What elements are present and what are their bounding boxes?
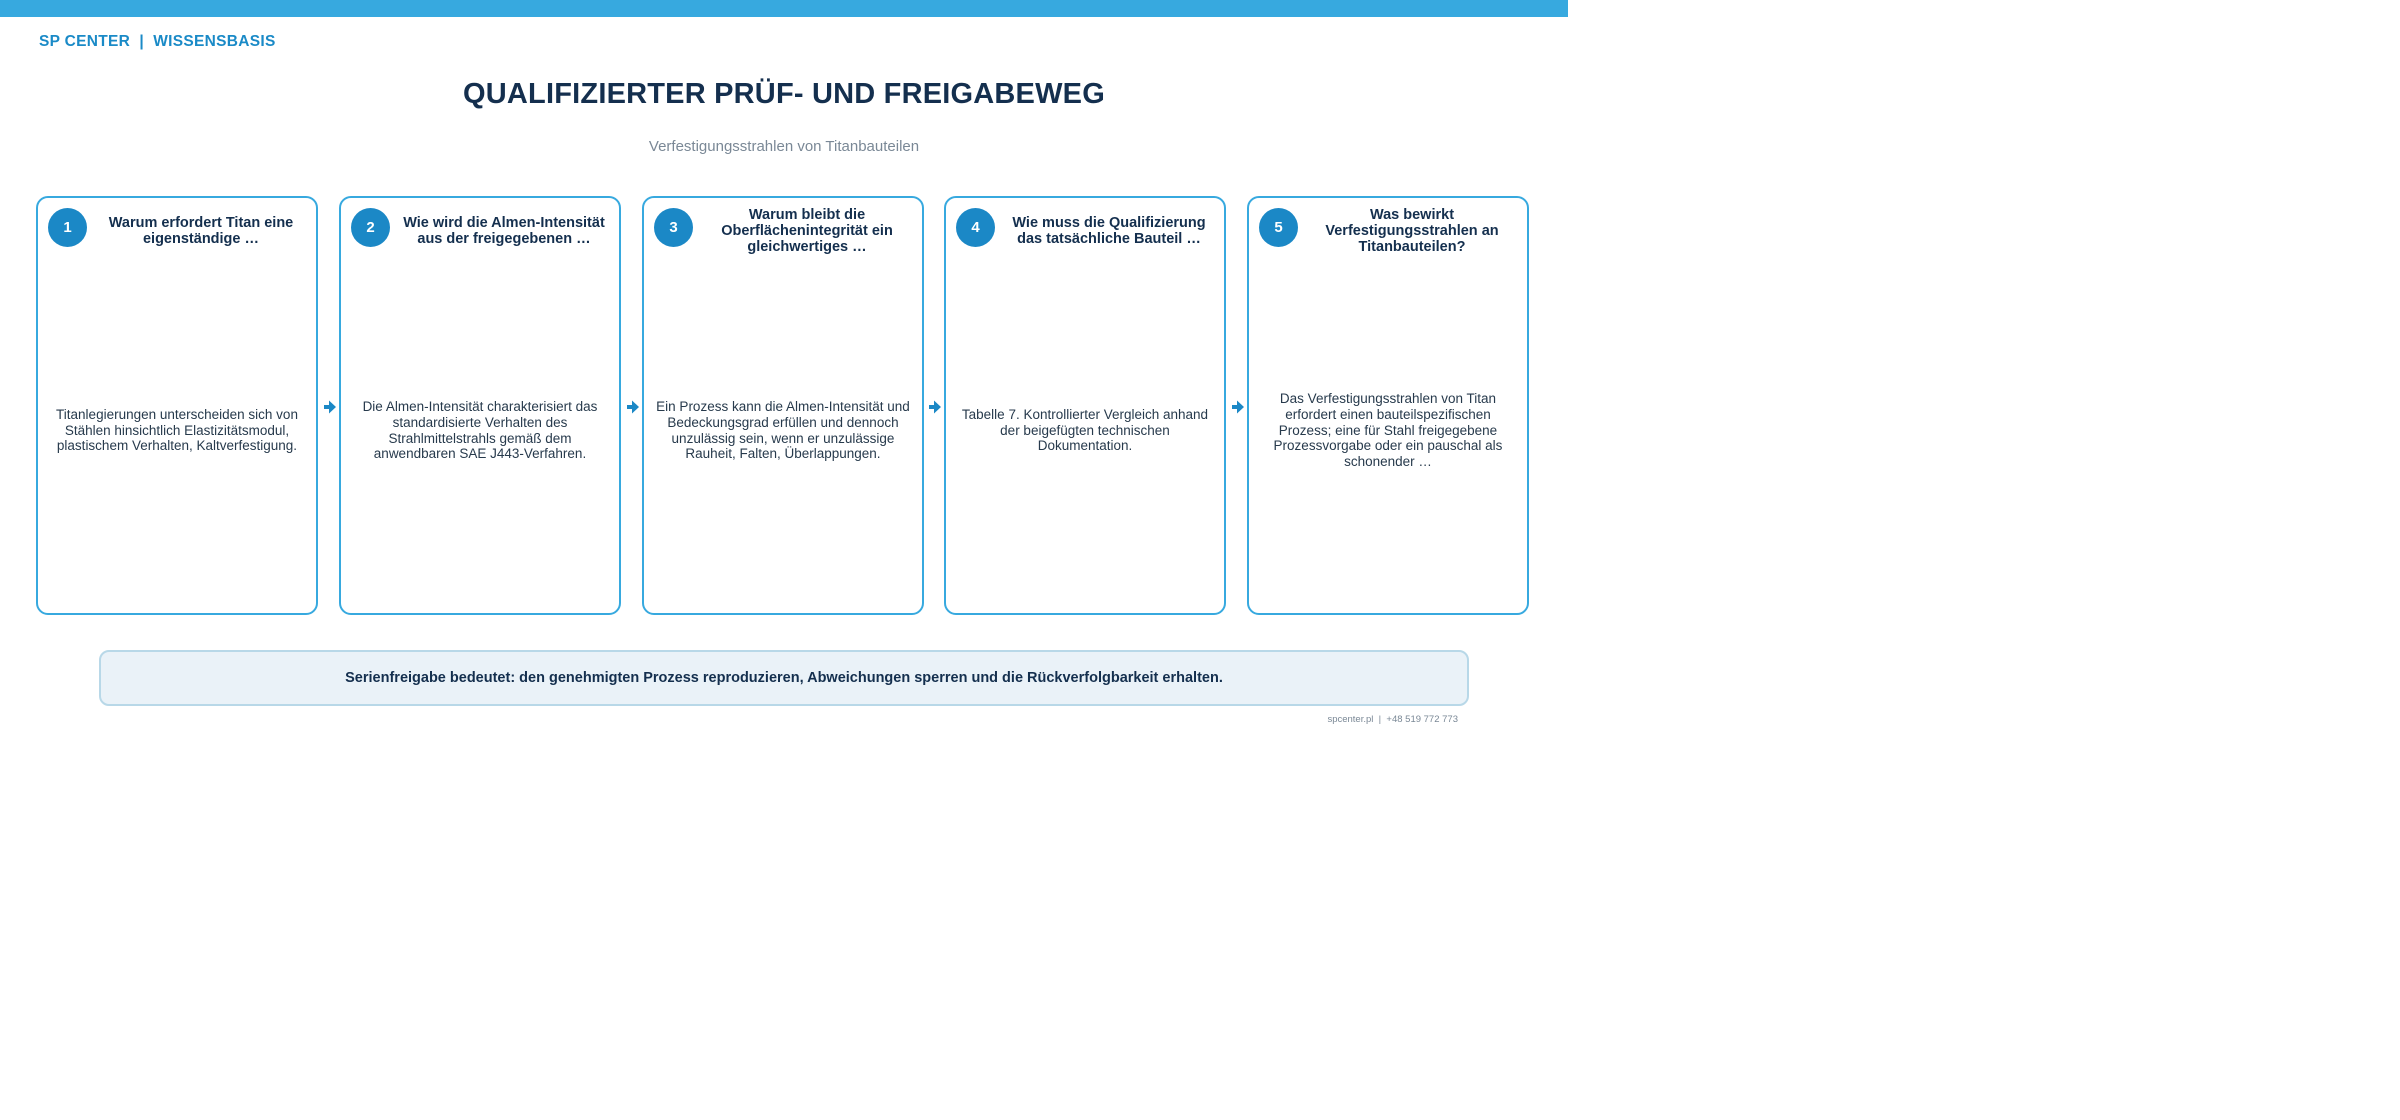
brand-header: SP CENTER | WISSENSBASIS: [39, 33, 276, 50]
page-title: QUALIFIZIERTER PRÜF- UND FREIGABEWEG: [463, 78, 1105, 110]
step-description: Titanlegierungen unterscheiden sich von Stählen hinsichtlich Elastizitätsmodul, plastischem Verhalten, Kaltverfestigung.: [56, 406, 298, 454]
step-description: Tabelle 7. Kontrollierter Vergleich anhand der beigefügten technischen Dokumentation.: [961, 406, 1209, 454]
step-title: Wie wird die Almen-Intensität aus der freigegebenen …: [403, 215, 605, 247]
step-number-badge: 5: [1259, 208, 1298, 247]
arrow-right-icon: [323, 399, 337, 415]
arrow-right-icon: [928, 399, 942, 415]
step-description: Ein Prozess kann die Almen-Intensität und Bedeckungsgrad erfüllen und dennoch unzulässig sein, wenn er unzulässige Rauheit, Falten, Überlappungen.: [656, 398, 910, 462]
summary-text: Serienfreigabe bedeutet: den genehmigten Prozess reproduzieren, Abweichungen sperren und die Rückverfolgbarkeit erhalten.: [345, 670, 1223, 686]
arrow-right-icon: [626, 399, 640, 415]
step-card-1: [36, 196, 318, 615]
step-title: Wie muss die Qualifizierung das tatsächliche Bauteil …: [1012, 215, 1206, 247]
step-card-2: [339, 196, 621, 615]
step-number-badge: 4: [956, 208, 995, 247]
step-description: Die Almen-Intensität charakterisiert das standardisierte Verhalten des Strahlmittelstrahls gemäß dem anwendbaren SAE J443-Verfahren.: [362, 398, 598, 462]
step-number-badge: 3: [654, 208, 693, 247]
step-number-badge: 2: [351, 208, 390, 247]
step-card-4: [944, 196, 1226, 615]
step-number-badge: 1: [48, 208, 87, 247]
summary-banner: [99, 650, 1469, 706]
step-card-3: [642, 196, 924, 615]
step-card-5: [1247, 196, 1529, 615]
step-description: Das Verfestigungsstrahlen von Titan erfordert einen bauteilspezifischen Prozess; eine für Stahl freigegebene Prozessvorgabe oder ein pauschal als schonender …: [1273, 391, 1503, 470]
step-title: Warum erfordert Titan eine eigenständige …: [108, 215, 294, 247]
arrow-right-icon: [1231, 399, 1245, 415]
footer-contact: spcenter.pl | +48 519 772 773: [1327, 714, 1458, 725]
step-title: Was bewirkt Verfestigungsstrahlen an Titanbauteilen?: [1325, 207, 1499, 255]
top-accent-bar: [0, 0, 1568, 17]
step-title: Warum bleibt die Oberflächenintegrität ein gleichwertiges …: [721, 207, 893, 255]
page-subtitle: Verfestigungsstrahlen von Titanbauteilen: [648, 138, 920, 155]
